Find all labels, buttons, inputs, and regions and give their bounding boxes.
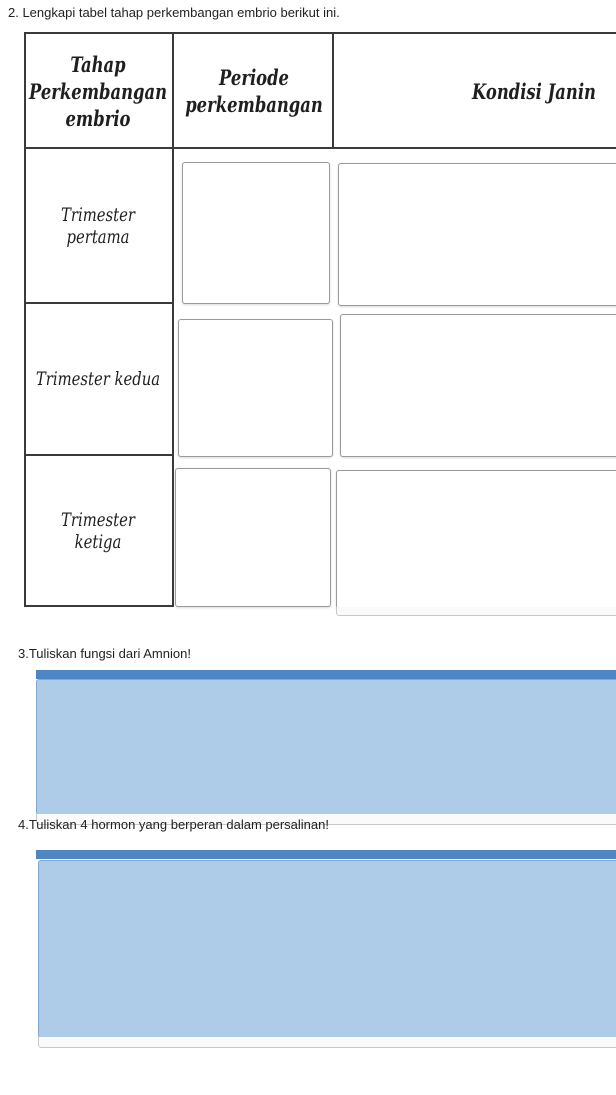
condition-input-trimester-1[interactable] bbox=[338, 163, 616, 306]
row-label-trimester-1: Trimester pertama bbox=[61, 203, 135, 248]
row-label-trimester-3: Trimester ketiga bbox=[61, 508, 135, 553]
answer-4-base bbox=[38, 1037, 616, 1048]
header-condition bbox=[472, 36, 597, 146]
answer-3-header-bar bbox=[36, 670, 616, 679]
condition-input-trimester-2[interactable] bbox=[340, 314, 616, 457]
row-label-trimester-2: Trimester kedua bbox=[35, 368, 161, 390]
question-3-title: 3.Tuliskan fungsi dari Amnion! bbox=[18, 646, 191, 661]
answer-4-textarea[interactable] bbox=[38, 860, 616, 1038]
table-top-border bbox=[24, 32, 616, 34]
question-4-title: 4.Tuliskan 4 hormon yang berperan dalam persalinan! bbox=[18, 817, 329, 832]
condition-input-trimester-3[interactable] bbox=[336, 470, 616, 609]
header-period bbox=[185, 36, 323, 146]
period-input-trimester-2[interactable] bbox=[178, 319, 333, 457]
header-stage-line-3: embrio bbox=[65, 105, 131, 131]
table-left-border bbox=[24, 32, 26, 607]
condition-box-shadow bbox=[336, 607, 616, 616]
header-stage bbox=[29, 36, 167, 146]
answer-3-textarea[interactable] bbox=[36, 679, 616, 815]
column-divider-1 bbox=[172, 32, 174, 607]
period-input-trimester-3[interactable] bbox=[175, 468, 331, 607]
header-stage-line-2: Perkembangan bbox=[29, 78, 167, 104]
answer-4-header-bar bbox=[36, 850, 616, 859]
header-period-line-1: Periode bbox=[219, 65, 289, 90]
period-input-trimester-1[interactable] bbox=[182, 162, 330, 304]
table-bottom-border bbox=[24, 605, 174, 607]
header-period-line-2: perkembangan bbox=[185, 92, 323, 117]
question-2-title: 2. Lengkapi tabel tahap perkembangan embrio berikut ini. bbox=[8, 5, 340, 20]
header-stage-line-1: Tahap bbox=[70, 51, 126, 77]
column-divider-2 bbox=[332, 32, 334, 149]
header-condition-label: Kondisi Janin bbox=[472, 78, 596, 104]
